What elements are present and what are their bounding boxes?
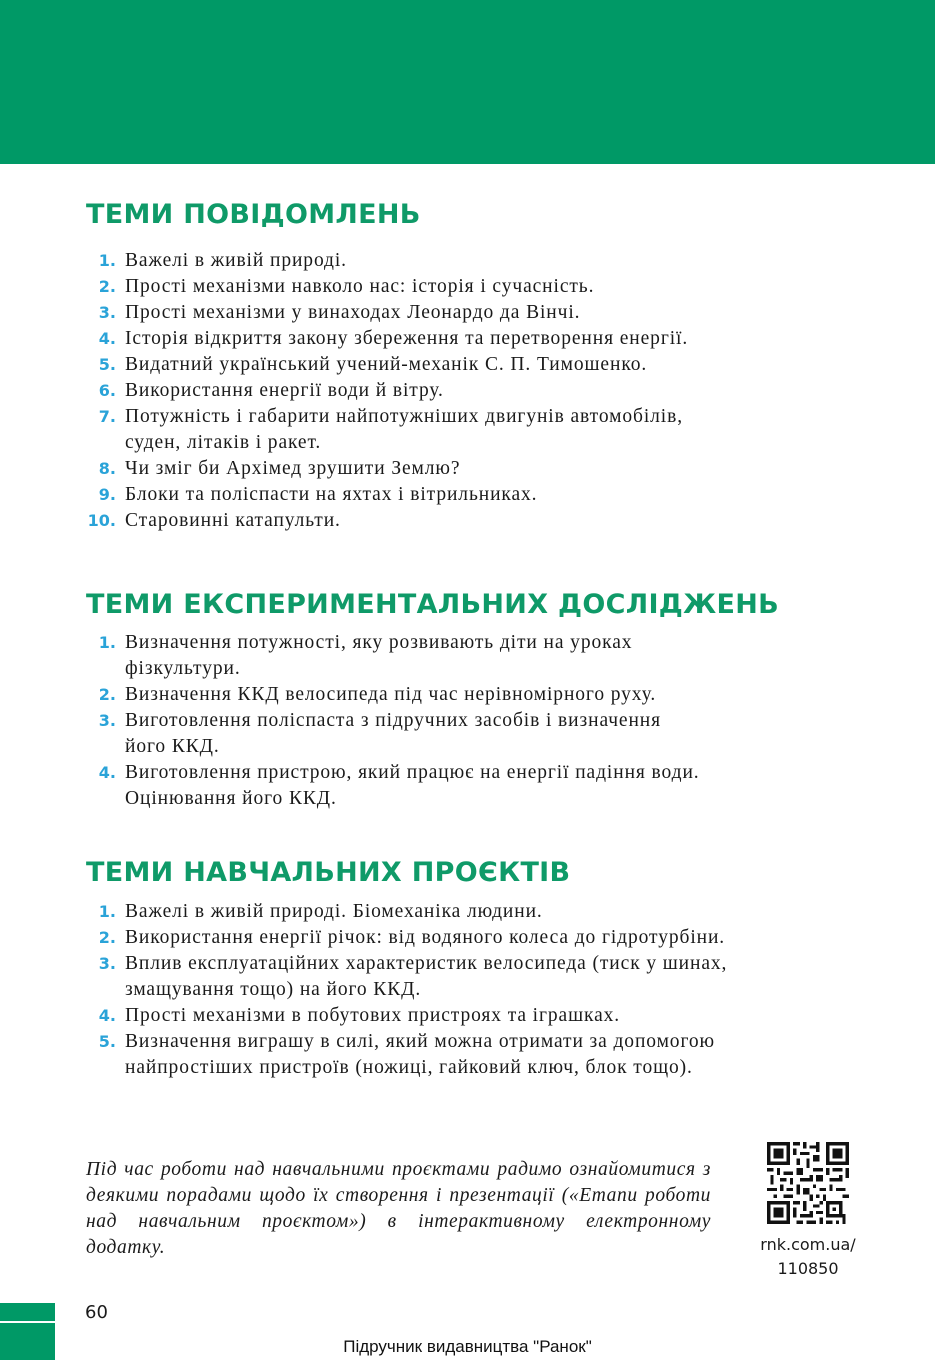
list-item bbox=[86, 708, 866, 760]
page-corner-block bbox=[0, 1303, 55, 1321]
publisher-footer: Підручник видавництва "Ранок" bbox=[343, 1337, 592, 1356]
item-number: 4. bbox=[98, 1006, 116, 1025]
item-number: 6. bbox=[98, 381, 116, 400]
item-text: Важелі в живій природі. Біомеханіка людини. bbox=[125, 901, 543, 922]
item-text: Чи зміг би Архімед зрушити Землю? bbox=[125, 458, 461, 479]
list-item bbox=[86, 378, 866, 404]
list-item bbox=[86, 951, 866, 1003]
item-text: Важелі в живій природі. bbox=[125, 250, 347, 271]
item-text: Старовинні катапульти. bbox=[125, 510, 341, 531]
item-text: Прості механізми навколо нас: історія і сучасність. bbox=[125, 276, 595, 297]
item-text: Вплив експлуатаційних характеристик велосипеда (тиск у шинах, bbox=[125, 953, 728, 974]
list-item bbox=[86, 760, 866, 812]
top-color-band bbox=[0, 0, 935, 164]
qr-link[interactable] bbox=[745, 1233, 871, 1281]
item-number: 2. bbox=[98, 685, 116, 704]
section-message-topics bbox=[86, 199, 866, 534]
item-number: 5. bbox=[98, 1032, 116, 1051]
list-item bbox=[86, 925, 866, 951]
section-heading: ТЕМИ ЕКСПЕРИМЕНТАЛЬНИХ ДОСЛІДЖЕНЬ bbox=[86, 589, 780, 620]
list-item bbox=[86, 404, 866, 456]
item-text: Потужність і габарити найпотужніших двигунів автомобілів, bbox=[125, 406, 683, 427]
section-heading: ТЕМИ ПОВІДОМЛЕНЬ bbox=[86, 199, 421, 230]
item-number: 1. bbox=[98, 633, 116, 652]
item-number: 10. bbox=[87, 511, 116, 530]
item-text: Використання енергії річок: від водяного колеса до гідротурбіни. bbox=[125, 927, 726, 948]
list-item bbox=[86, 456, 866, 482]
item-text: його ККД. bbox=[125, 736, 220, 757]
item-text: Використання енергії води й вітру. bbox=[125, 380, 444, 401]
list-item bbox=[86, 899, 866, 925]
list-item bbox=[86, 508, 866, 534]
qr-link-line: 110850 bbox=[777, 1259, 839, 1278]
item-number: 2. bbox=[98, 277, 116, 296]
list-item bbox=[86, 274, 866, 300]
item-text: Оцінювання його ККД. bbox=[125, 788, 337, 809]
list-item bbox=[86, 682, 866, 708]
list-item bbox=[86, 482, 866, 508]
section-project-topics bbox=[86, 857, 866, 1081]
item-text: Визначення потужності, яку розвивають діти на уроках bbox=[125, 632, 633, 653]
topic-list bbox=[86, 630, 866, 812]
list-item bbox=[86, 352, 866, 378]
topic-list bbox=[86, 899, 866, 1081]
section-experiment-topics bbox=[86, 589, 866, 812]
section-heading: ТЕМИ НАВЧАЛЬНИХ ПРОЄКТІВ bbox=[86, 857, 571, 888]
item-number: 3. bbox=[98, 303, 116, 322]
item-text: Історія відкриття закону збереження та перетворення енергії. bbox=[125, 328, 689, 349]
project-note: Під час роботи над навчальними проєктами радимо ознайомитися з деякими порадами щодо їх створення і презентації («Етапи роботи над навчальним проєктом») в інтерактивному електронному додатку. bbox=[86, 1159, 711, 1258]
item-text: Визначення ККД велосипеда під час нерівномірного руху. bbox=[125, 684, 657, 705]
list-item bbox=[86, 248, 866, 274]
item-text: змащування тощо) на його ККД. bbox=[125, 979, 422, 1000]
item-text: Блоки та поліспасти на яхтах і вітрильниках. bbox=[125, 484, 538, 505]
item-text: фізкультури. bbox=[125, 658, 241, 679]
list-item bbox=[86, 1029, 866, 1081]
item-number: 4. bbox=[98, 763, 116, 782]
item-number: 3. bbox=[98, 711, 116, 730]
list-item bbox=[86, 630, 866, 682]
item-number: 3. bbox=[98, 954, 116, 973]
item-number: 4. bbox=[98, 329, 116, 348]
item-number: 2. bbox=[98, 928, 116, 947]
item-number: 7. bbox=[98, 407, 116, 426]
qr-link-line: rnk.com.ua/ bbox=[760, 1235, 856, 1254]
item-text: Прості механізми в побутових пристроях та іграшках. bbox=[125, 1005, 621, 1026]
page-number: 60 bbox=[85, 1302, 108, 1323]
item-text: найпростіших пристроїв (ножиці, гайковий ключ, блок тощо). bbox=[125, 1057, 693, 1078]
list-item bbox=[86, 300, 866, 326]
item-text: Прості механізми у винаходах Леонардо да Вінчі. bbox=[125, 302, 581, 323]
item-number: 5. bbox=[98, 355, 116, 374]
item-text: суден, літаків і ракет. bbox=[125, 432, 322, 453]
item-text: Видатний український учений-механік С. П. Тимошенко. bbox=[125, 354, 648, 375]
item-number: 9. bbox=[98, 485, 116, 504]
topic-list bbox=[86, 248, 866, 534]
item-number: 8. bbox=[98, 459, 116, 478]
list-item bbox=[86, 326, 866, 352]
item-text: Виготовлення поліспаста з підручних засобів і визначення bbox=[125, 710, 662, 731]
qr-code-icon[interactable] bbox=[767, 1142, 849, 1224]
list-item bbox=[86, 1003, 866, 1029]
item-text: Визначення виграшу в силі, який можна отримати за допомогою bbox=[125, 1031, 715, 1052]
item-number: 1. bbox=[98, 251, 116, 270]
item-number: 1. bbox=[98, 902, 116, 921]
item-text: Виготовлення пристрою, який працює на енергії падіння води. bbox=[125, 762, 700, 783]
